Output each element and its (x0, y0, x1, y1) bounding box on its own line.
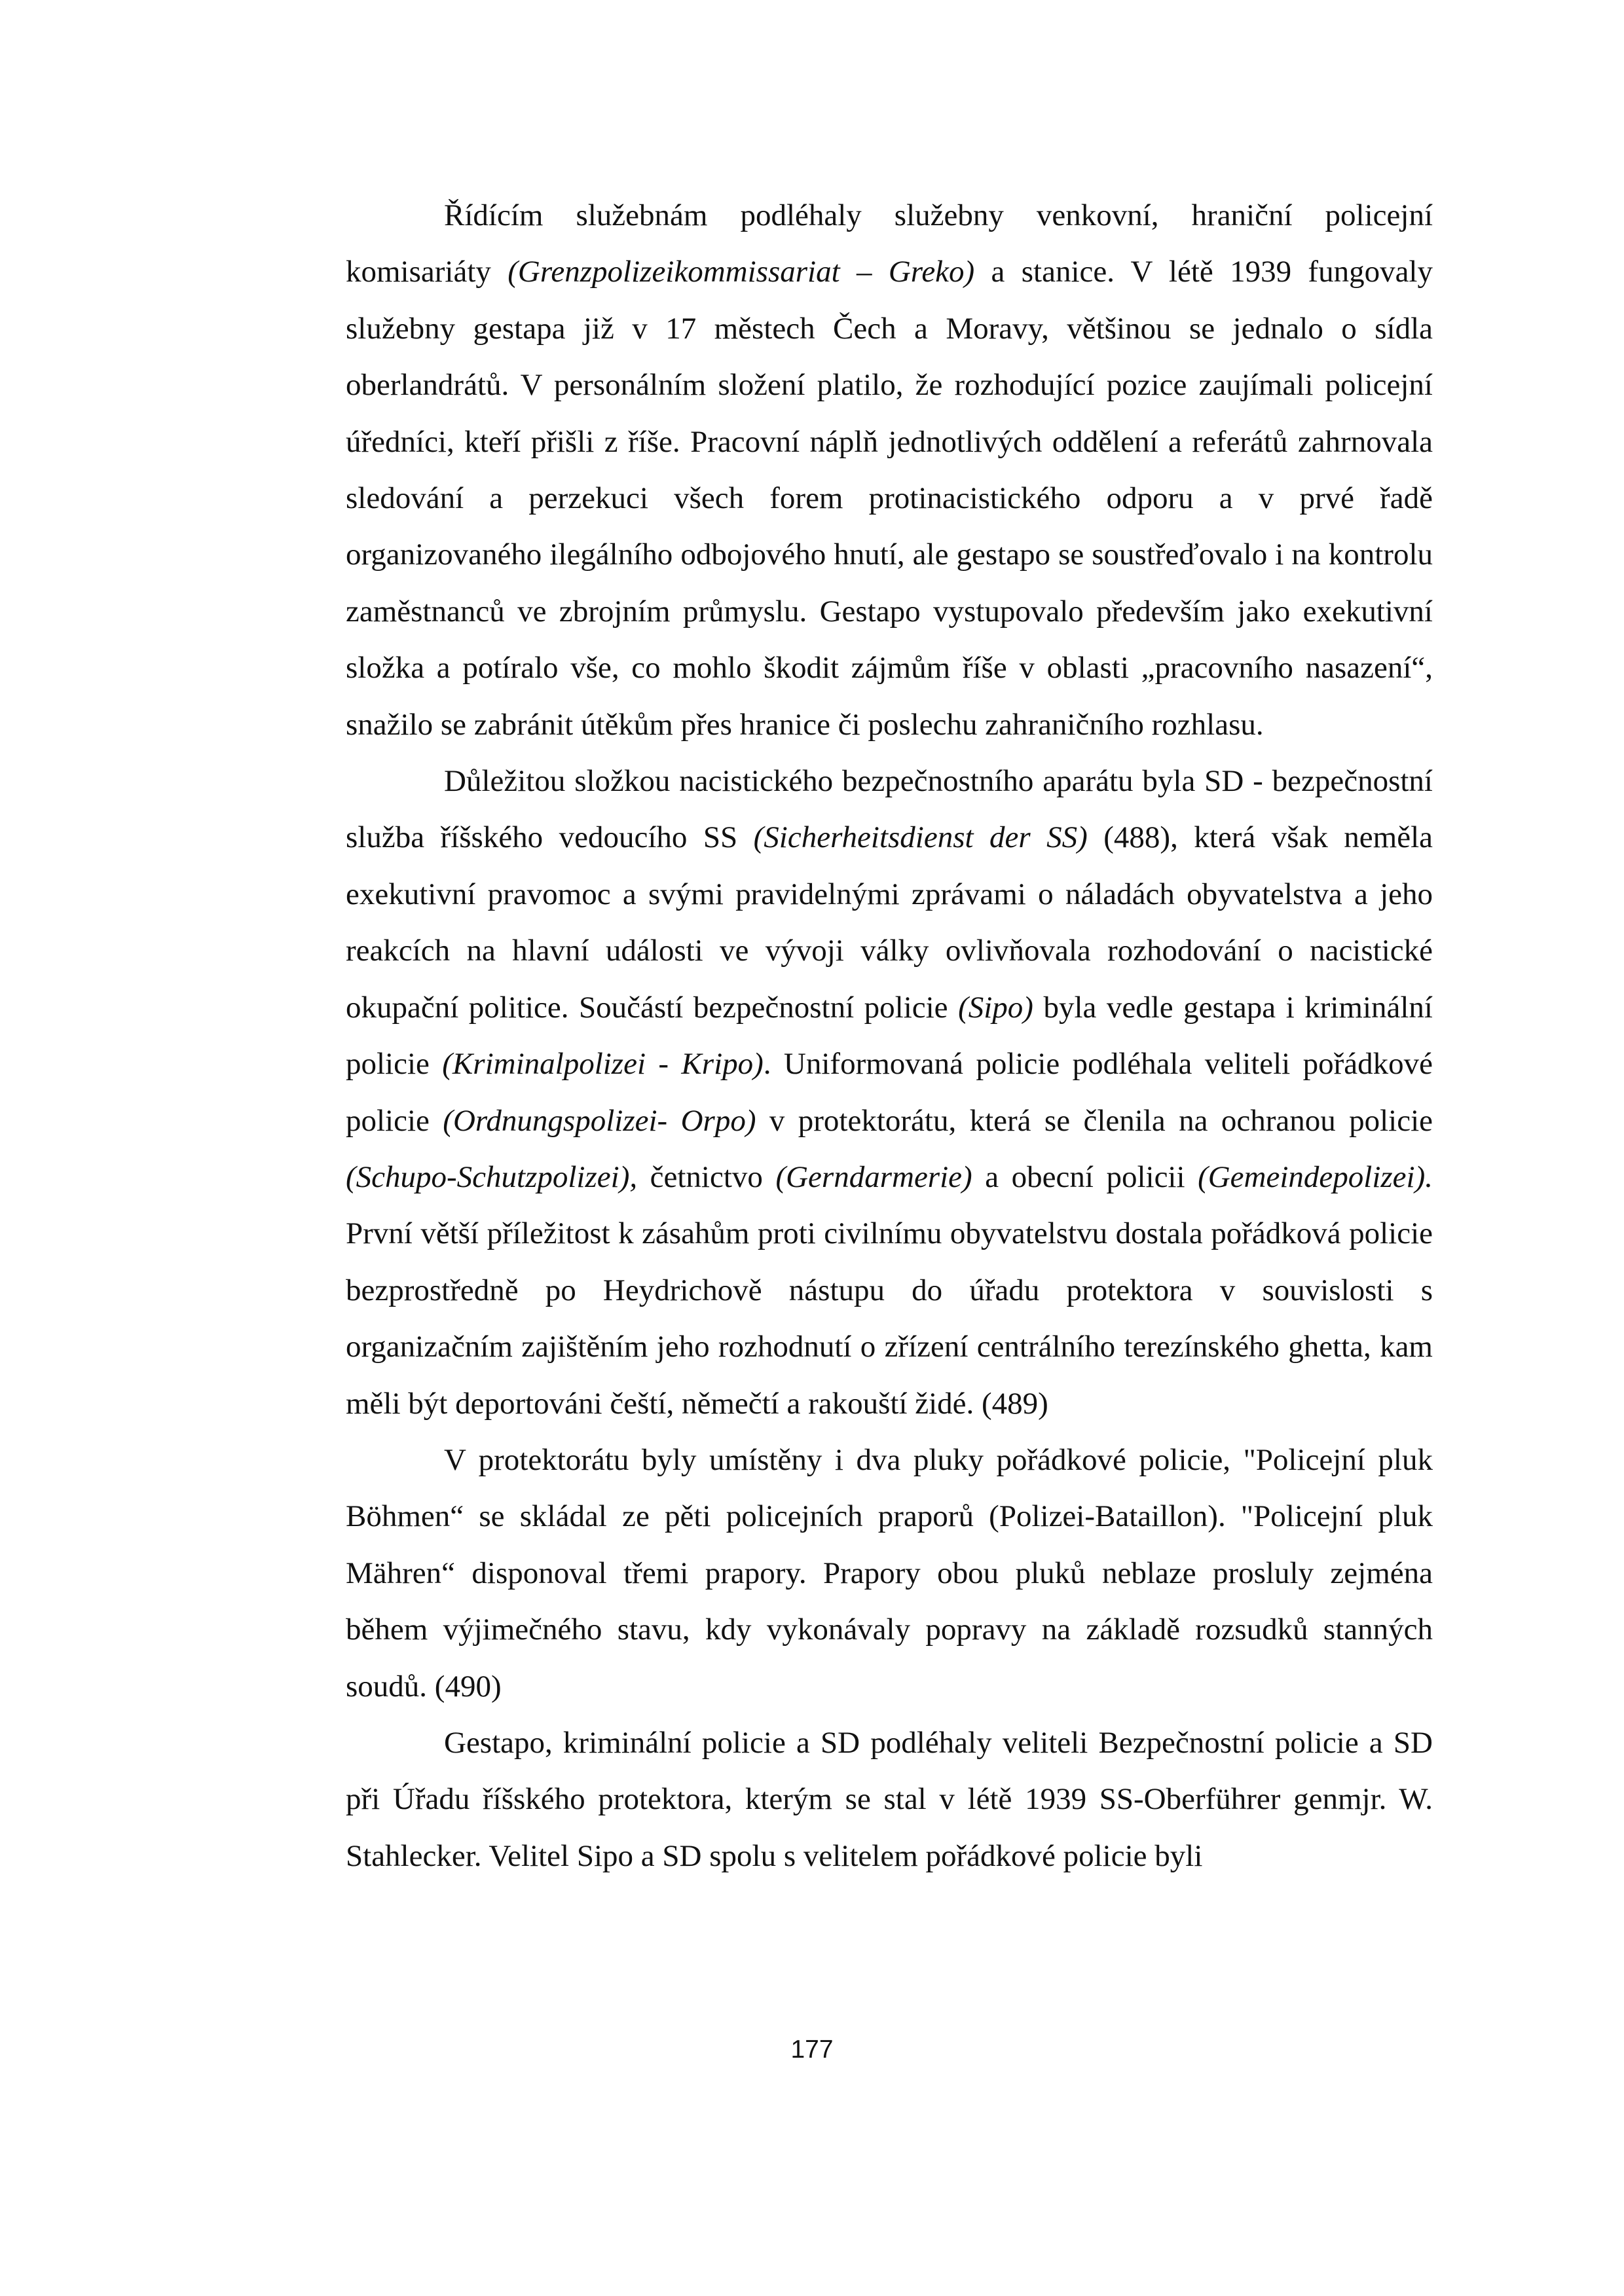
paragraph (346, 1432, 1433, 1715)
text-run: a obecní policii (972, 1159, 1198, 1194)
body-text (346, 187, 1433, 1884)
text-run: Důležitou složkou nacistického bezpečnostního aparátu byla SD - bezpečnostní služba říšského vedoucího SS (346, 764, 1433, 855)
text-run: (488), která však neměla exekutivní pravomoc a svými pravidelnými zprávami o náladách obyvatelstva a jeho reakcích na hlavní události ve vývoji války ovlivňovala rozhodování o nacistické okupační politice. Součástí bezpečnostní policie (346, 820, 1433, 1025)
paragraph (346, 187, 1433, 753)
page-number: 177 (790, 2035, 834, 2064)
italic-text-run: (Schupo-Schutzpolizei), (346, 1159, 638, 1194)
text-run: V protektorátu byly umístěny i dva pluky pořádkové policie, "Policejní pluk Böhmen“ se skládal ze pěti policejních praporů (Polizei-Bataillon). "Policejní pluk Mähren“ disponoval třemi prapory. Prapory obou pluků neblaze prosluly zejména během výjimečného stavu, kdy vykonávaly popravy na základě rozsudků stanných soudů. (490) (346, 1442, 1433, 1704)
italic-text-run: (Ordnungspolizei- Orpo) (443, 1103, 756, 1138)
paragraph (346, 753, 1433, 1432)
text-run: četnictvo (637, 1159, 776, 1194)
text-run: v protektorátu, která se členila na ochranou policie (756, 1103, 1433, 1138)
text-run: Gestapo, kriminální policie a SD podléhaly veliteli Bezpečnostní policie a SD při Úřadu říšského protektora, kterým se stal v létě 1939 SS-Oberführer genmjr. W. Stahlecker. Velitel Sipo a SD spolu s velitelem pořádkové policie byli (346, 1725, 1433, 1873)
italic-text-run: (Grenzpolizeikommissariat – Greko) (507, 255, 975, 289)
text-run: byla vedle gestapa i kriminální policie (346, 990, 1433, 1082)
italic-text-run: (Kriminalpolizei - Kripo) (442, 1047, 764, 1082)
text-run: . Uniformovaná policie podléhala veliteli pořádkové policie (346, 1047, 1433, 1138)
text-run: a stanice. V létě 1939 fungovaly služebny gestapa již v 17 městech Čech a Moravy, většinou se jednalo o sídla oberlandrátů. V personálním složení platilo, že rozhodující pozice zaujímali policejní úředníci, kteří přišli z říše. Pracovní náplň jednotlivých oddělení a referátů zahrnovala sledování a perzekuci všech forem protinacistického odporu a v prvé řadě organizovaného ilegálního odbojového hnutí, ale gestapo se soustřeďovalo i na kontrolu zaměstnanců ve zbrojním průmyslu. Gestapo vystupovalo především jako exekutivní složka a potíralo vše, co mohlo škodit zájmům říše v oblasti „pracovního nasazení“, snažilo se zabránit útěkům přes hranice či poslechu zahraničního rozhlasu. (346, 255, 1433, 742)
text-run: První větší příležitost k zásahům proti civilnímu obyvatelstvu dostala pořádková policie bezprostředně po Heydrichově nástupu do úřadu protektora v souvislosti s organizačním zajištěním jeho rozhodnutí o zřízení centrálního terezínského ghetta, kam měli být deportováni čeští, němečtí a rakouští židé. (489) (346, 1216, 1433, 1421)
italic-text-run: (Sicherheitsdienst der SS) (753, 820, 1088, 855)
italic-text-run: (Sipo) (958, 990, 1033, 1025)
paragraph (346, 1715, 1433, 1884)
text-run: Řídícím služebnám podléhaly služebny venkovní, hraniční policejní komisariáty (346, 198, 1433, 289)
italic-text-run: (Gemeindepolizei). (1198, 1159, 1433, 1194)
italic-text-run: (Gerndarmerie) (775, 1159, 972, 1194)
